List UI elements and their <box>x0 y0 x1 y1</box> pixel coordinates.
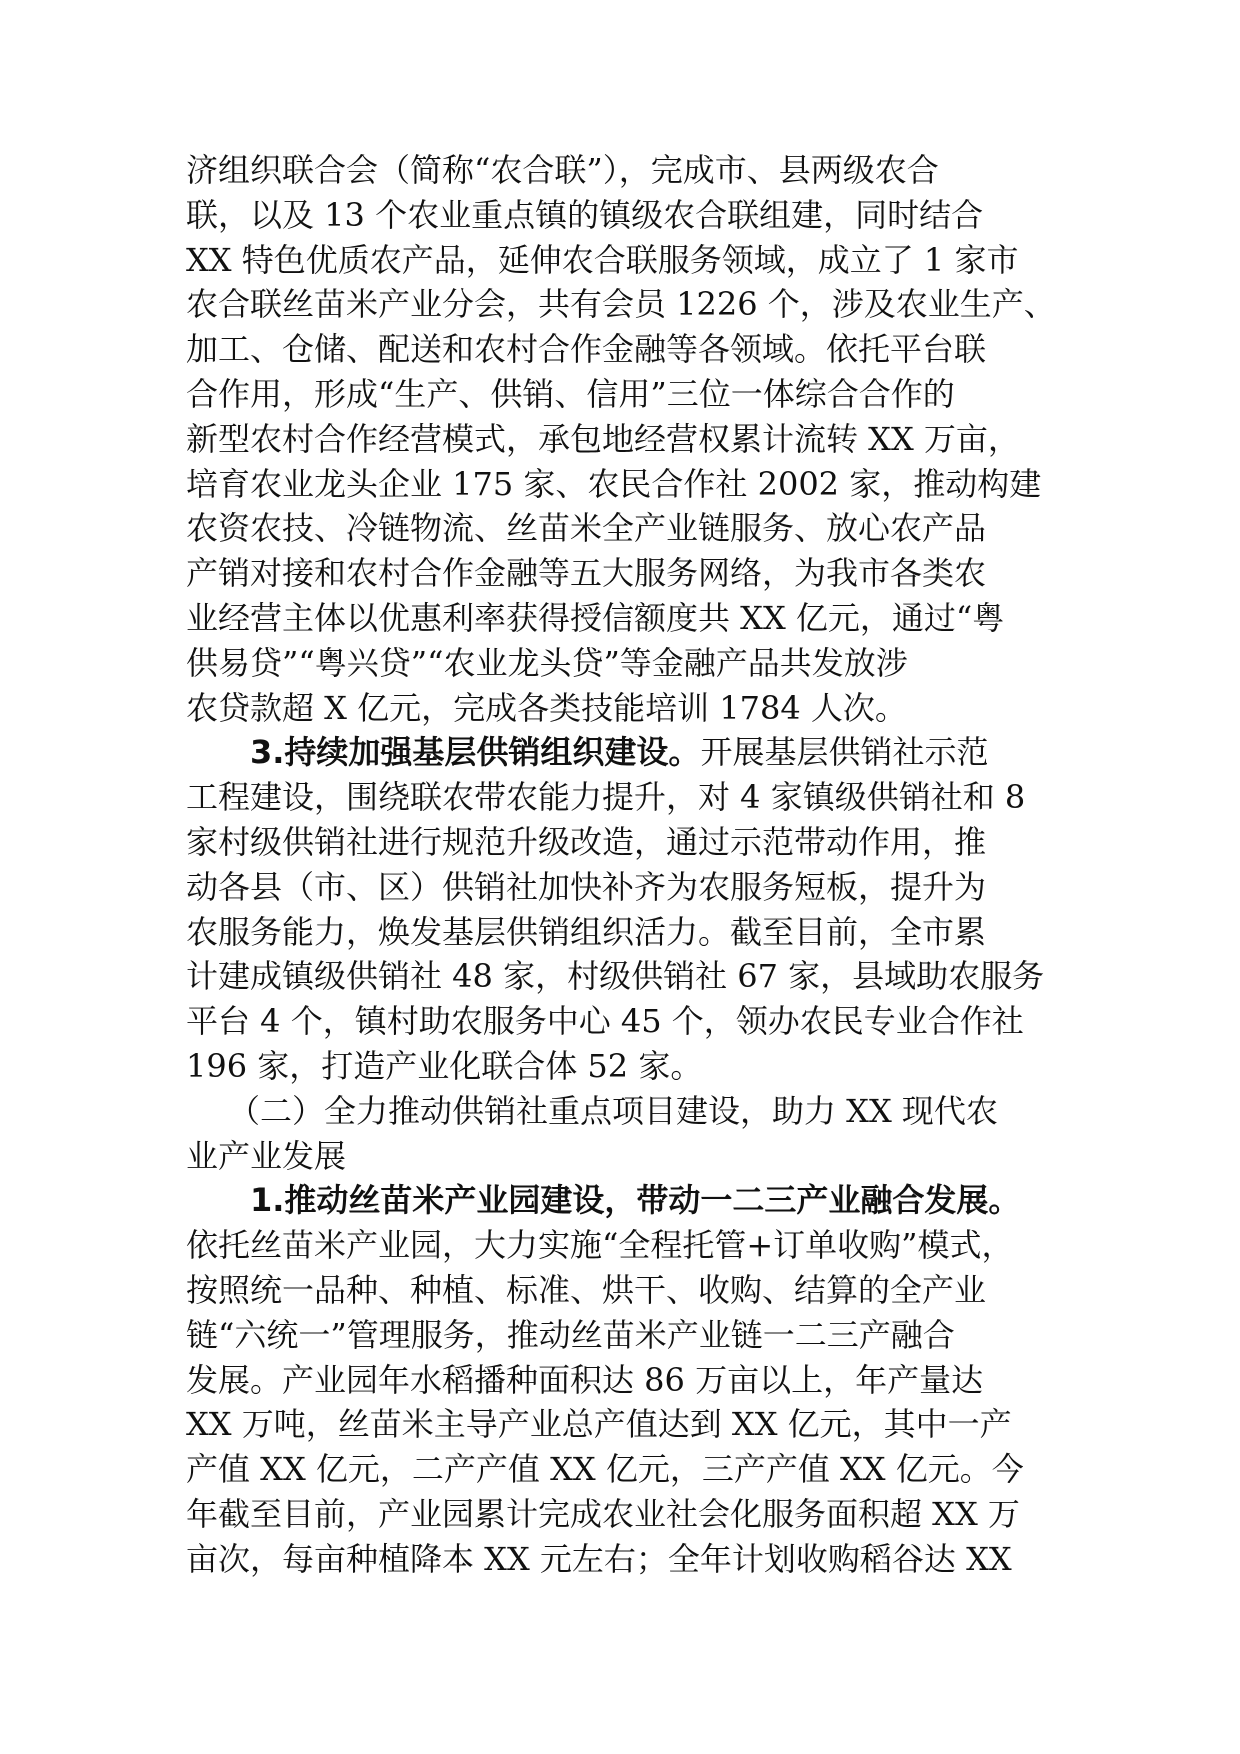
text-line: 农资农技、冷链物流、丝苗米全产业链服务、放心农产品 <box>186 509 987 548</box>
subheading-grassroots-supply: 3.持续加强基层供销组织建设。 <box>250 733 701 772</box>
text-line: 产销对接和农村合作金融等五大服务网络，为我市各类农 <box>186 554 987 593</box>
text-line: 工程建设，围绕联农带农能力提升，对 4 家镇级供销社和 8 <box>186 778 1026 817</box>
text-line <box>186 730 1066 775</box>
text-line: 加工、仓储、配送和农村合作金融等各领域。依托平台联 <box>186 330 987 369</box>
text-line: 家村级供销社进行规范升级改造，通过示范带动作用，推 <box>186 822 987 861</box>
text-line: 农合联丝苗米产业分会，共有会员 1226 个，涉及农业生产、 <box>186 285 1056 324</box>
text-fragment: 开展基层供销社示范 <box>700 733 989 772</box>
text-line: 业经营主体以优惠利率获得授信额度共 XX 亿元，通过“粤 <box>186 598 1005 637</box>
text-line: 计建成镇级供销社 48 家，村级供销社 67 家，县域助农服务 <box>186 957 1045 996</box>
section-heading-line: 业产业发展 <box>186 1136 347 1175</box>
text-line: XX 特色优质农产品，延伸农合联服务领域，成立了 1 家市 <box>186 240 1019 279</box>
text-line: XX 万吨，丝苗米主导产业总产值达到 XX 亿元，其中一产 <box>186 1405 1012 1444</box>
text-line: 链“六统一”管理服务，推动丝苗米产业链一二三产融合 <box>186 1315 955 1354</box>
text-line: 按照统一品种、种植、标准、烘干、收购、结算的全产业 <box>186 1270 987 1309</box>
text-line: 新型农村合作经营模式，承包地经营权累计流转 XX 万亩， <box>186 419 1020 458</box>
text-line: 产值 XX 亿元，二产产值 XX 亿元，三产产值 XX 亿元。今 <box>186 1450 1024 1489</box>
section-heading-key-projects <box>186 1089 1066 1179</box>
text-line: 农服务能力，焕发基层供销组织活力。截至目前，全市累 <box>186 912 987 951</box>
text-line: 年截至目前，产业园累计完成农业社会化服务面积超 XX 万 <box>186 1494 1020 1533</box>
paragraph-grassroots-supply <box>186 730 1066 1088</box>
text-line: 亩次，每亩种植降本 XX 元左右；全年计划收购稻谷达 XX <box>186 1539 1012 1578</box>
document-page <box>186 148 1066 1582</box>
section-heading-line: （二）全力推动供销社重点项目建设，助力 XX 现代农 <box>228 1091 998 1130</box>
paragraph-rural-cooperation <box>186 148 1066 730</box>
text-line: 动各县（市、区）供销社加快补齐为农服务短板，提升为 <box>186 867 987 906</box>
text-line: 合作用，形成“生产、供销、信用”三位一体综合合作的 <box>186 374 955 413</box>
text-line: 农贷款超 X 亿元，完成各类技能培训 1784 人次。 <box>186 688 907 727</box>
text-line: 供易贷”“粤兴贷”“农业龙头贷”等金融产品共发放涉 <box>186 643 908 682</box>
text-line: 依托丝苗米产业园，大力实施“全程托管+订单收购”模式， <box>186 1226 1014 1265</box>
text-line: 196 家，打造产业化联合体 52 家。 <box>186 1046 703 1085</box>
text-line: 平台 4 个，镇村助农服务中心 45 个，领办农民专业合作社 <box>186 1002 1024 1041</box>
paragraph-rice-industrial-park <box>186 1178 1066 1581</box>
text-line: 发展。产业园年水稻播种面积达 86 万亩以上，年产量达 <box>186 1360 984 1399</box>
text-line: 联，以及 13 个农业重点镇的镇级农合联组建，同时结合 <box>186 195 984 234</box>
text-line: 济组织联合会（简称“农合联”），完成市、县两级农合 <box>186 151 939 189</box>
text-line: 培育农业龙头企业 175 家、农民合作社 2002 家，推动构建 <box>186 464 1042 503</box>
subheading-rice-industrial-park: 1.推动丝苗米产业园建设，带动一二三产业融合发展。 <box>250 1181 1021 1220</box>
